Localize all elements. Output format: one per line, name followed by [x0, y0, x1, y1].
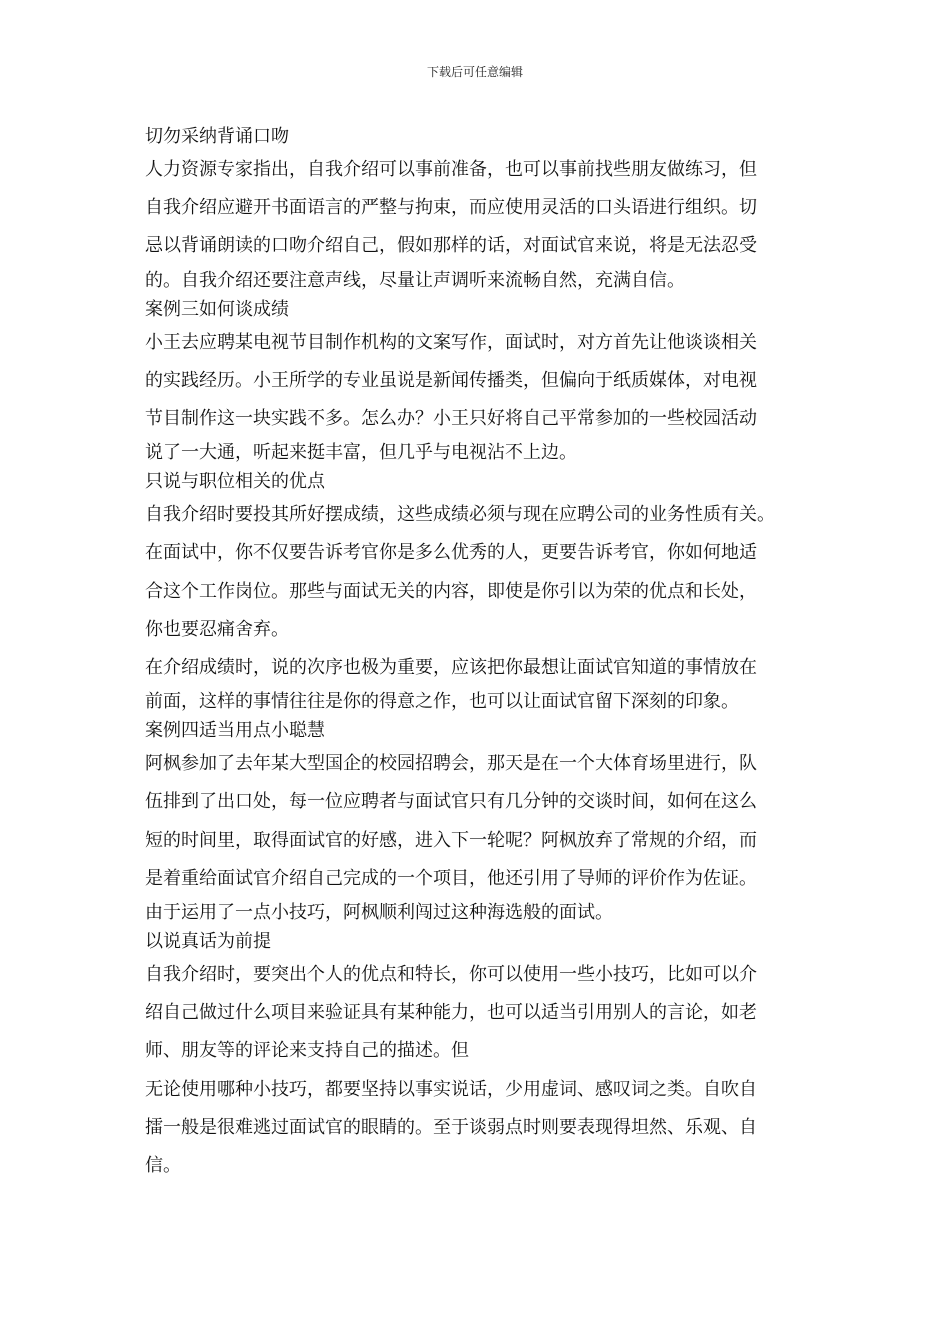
paragraph	[145, 1071, 807, 1186]
text-line: 的。自我介绍还要注意声线，尽量让声调听来流畅自然，充满自信。	[145, 269, 685, 291]
paragraph	[145, 151, 807, 295]
text-line: 的实践经历。小王所学的专业虽说是新闻传播类，但偏向于纸质媒体，对电视	[145, 369, 757, 391]
text-line: 无论使用哪种小技巧，都要坚持以事实说话，少用虚词、感叹词之类。自吹自	[145, 1078, 757, 1100]
text-line: 在面试中，你不仅要告诉考官你是多么优秀的人，更要告诉考官，你如何地适	[145, 542, 757, 564]
paragraph	[145, 324, 807, 468]
text-line: 自我介绍应避开书面语言的严整与拘束，而应使用灵活的口头语进行组织。切	[145, 197, 757, 219]
text-line: 是着重给面试官介绍自己完成的一个项目，他还引用了导师的评价作为佐证。	[145, 867, 757, 889]
text-line: 绍自己做过什么项目来验证具有某种能力，也可以适当引用别人的言论，如老	[145, 1002, 757, 1024]
document-body	[145, 122, 807, 1185]
text-line: 信。	[145, 1155, 181, 1177]
section-heading: 案例三如何谈成绩	[145, 298, 289, 320]
text-line: 短的时间里，取得面试官的好感，进入下一轮呢？阿枫放弃了常规的介绍，而	[145, 829, 757, 851]
section-heading: 以说真话为前提	[145, 931, 271, 953]
text-line: 阿枫参加了去年某大型国企的校园招聘会，那天是在一个大体育场里进行，队	[145, 753, 757, 775]
paragraph	[145, 956, 807, 1071]
text-line: 前面，这样的事情往往是你的得意之作，也可以让面试官留下深刻的印象。	[145, 691, 739, 713]
text-line: 说了一大通，听起来挺丰富，但几乎与电视沾不上边。	[145, 442, 577, 464]
text-line: 人力资源专家指出，自我介绍可以事前准备，也可以事前找些朋友做练习，但	[145, 159, 757, 180]
section-heading: 切勿采纳背诵口吻	[145, 126, 289, 147]
text-line: 由于运用了一点小技巧，阿枫顺利闯过这种海选般的面试。	[145, 902, 613, 924]
text-line: 在介绍成绩时，说的次序也极为重要，应该把你最想让面试官知道的事情放在	[145, 657, 757, 679]
text-line: 你也要忍痛舍弃。	[145, 618, 289, 640]
text-line: 自我介绍时，要突出个人的优点和特长，你可以使用一些小技巧，比如可以介	[145, 964, 757, 986]
text-line: 小王去应聘某电视节目制作机构的文案写作，面试时，对方首先让他谈谈相关	[145, 331, 757, 353]
text-line: 合这个工作岗位。那些与面试无关的内容，即使是你引以为荣的优点和长处，	[145, 580, 757, 602]
text-line: 忌以背诵朗读的口吻介绍自己，假如那样的话，对面试官来说，将是无法忍受	[145, 235, 757, 257]
text-line: 擂一般是很难逃过面试官的眼睛的。至于谈弱点时则要表现得坦然、乐观、自	[145, 1116, 757, 1138]
text-line: 节目制作这一块实践不多。怎么办？小王只好将自己平常参加的一些校园活动	[145, 408, 757, 430]
text-line: 师、朋友等的评论来支持自己的描述。但	[145, 1040, 469, 1062]
text-line: 自我介绍时要投其所好摆成绩，这些成绩必须与现在应聘公司的业务性质有关。	[145, 504, 775, 526]
section-heading: 只说与职位相关的优点	[145, 471, 325, 493]
text-line: 伍排到了出口处，每一位应聘者与面试官只有几分钟的交谈时间，如何在这么	[145, 791, 757, 813]
paragraph	[145, 496, 807, 649]
paragraph	[145, 745, 807, 927]
page-header: 下载后可任意编辑	[426, 65, 523, 79]
section-heading: 案例四适当用点小聪慧	[145, 720, 325, 742]
paragraph	[145, 649, 807, 716]
